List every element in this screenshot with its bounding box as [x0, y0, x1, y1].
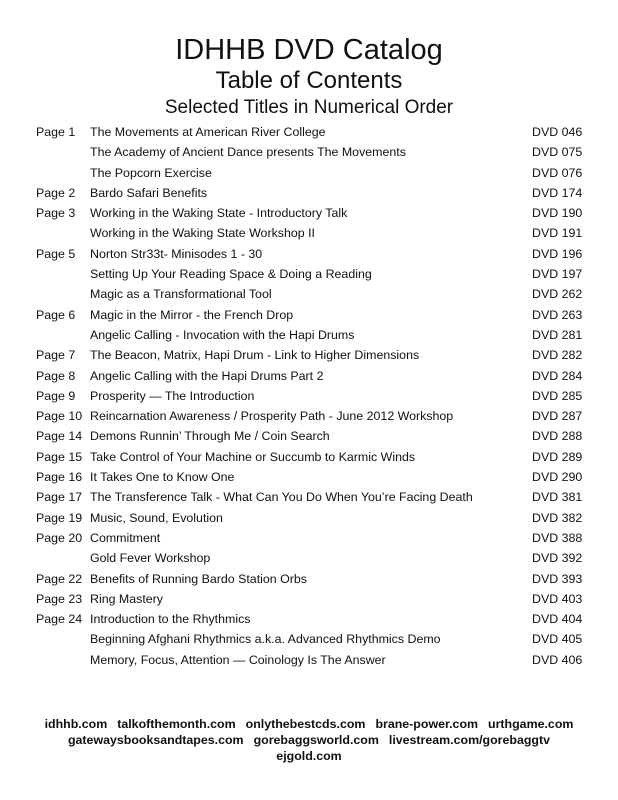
toc-dvd-number: DVD 381 — [532, 490, 583, 505]
footer-link[interactable]: onlythebestcds.com — [245, 717, 366, 731]
toc-dvd-number: DVD 382 — [532, 510, 583, 525]
toc-dvd-number: DVD 262 — [532, 287, 583, 302]
footer-link[interactable]: brane-power.com — [375, 717, 479, 731]
toc-title: Gold Fever Workshop — [90, 551, 211, 566]
toc-title: Music, Sound, Evolution — [90, 510, 223, 525]
toc-page-number: Page 16 — [36, 470, 83, 485]
toc-dvd-number: DVD 282 — [532, 348, 583, 363]
toc-title: It Takes One to Know One — [90, 470, 235, 485]
footer-link[interactable]: gatewaysbooksandtapes.com — [67, 733, 244, 747]
toc-dvd-number: DVD 388 — [532, 530, 583, 545]
toc-title: The Movements at American River College — [90, 125, 326, 139]
footer-link[interactable]: idhhb.com — [44, 717, 108, 731]
toc-title: Commitment — [90, 530, 161, 545]
toc-row — [32, 467, 592, 487]
toc-dvd-number: DVD 406 — [532, 652, 583, 667]
toc-title: Working in the Waking State Workshop II — [90, 226, 315, 241]
toc-row — [32, 142, 592, 162]
toc-page-number: Page 10 — [36, 409, 83, 424]
toc-dvd-number: DVD 288 — [532, 429, 583, 444]
toc-row — [32, 163, 592, 183]
toc-row — [32, 528, 592, 548]
toc-row — [32, 589, 592, 609]
toc-title: Introduction to the Rhythmics — [90, 612, 251, 627]
toc-row — [32, 487, 592, 507]
toc-page-number: Page 20 — [36, 530, 83, 545]
toc-page-number: Page 23 — [36, 591, 83, 606]
toc-page-number: Page 14 — [36, 429, 83, 444]
footer-link[interactable]: urthgame.com — [488, 717, 574, 731]
toc-title: Demons Runnin’ Through Me / Coin Search — [90, 429, 330, 444]
toc-row — [32, 569, 592, 589]
toc-dvd-number: DVD 393 — [532, 571, 583, 586]
toc-title: Bardo Safari Benefits — [90, 185, 208, 200]
toc-dvd-number: DVD 289 — [532, 449, 583, 464]
toc-title: Ring Mastery — [90, 591, 163, 606]
toc-row — [32, 629, 592, 649]
toc-page-number: Page 17 — [36, 490, 83, 505]
toc-title: Beginning Afghani Rhythmics a.k.a. Advanced Rhythmics Demo — [90, 632, 441, 647]
toc-title: Magic in the Mirror - the French Drop — [90, 307, 294, 322]
toc-title: Norton Str33t- Minisodes 1 - 30 — [90, 246, 263, 261]
toc-title: Setting Up Your Reading Space & Doing a Reading — [90, 267, 372, 282]
toc-row — [32, 447, 592, 467]
toc-page-number: Page 5 — [36, 246, 76, 261]
toc-row — [32, 325, 592, 345]
toc-dvd-number: DVD 403 — [532, 591, 583, 606]
toc-title: Take Control of Your Machine or Succumb to Karmic Winds — [90, 449, 416, 464]
toc-title: The Popcorn Exercise — [90, 165, 212, 180]
toc-row — [32, 223, 592, 243]
toc-row — [32, 366, 592, 386]
toc-dvd-number: DVD 285 — [532, 388, 583, 403]
toc-row — [32, 386, 592, 406]
footer-link[interactable]: gorebaggsworld.com — [253, 733, 379, 747]
toc-title: Prosperity — The Introduction — [90, 388, 255, 403]
toc-dvd-number: DVD 284 — [532, 368, 583, 383]
toc-row — [32, 548, 592, 568]
toc-title: Magic as a Transformational Tool — [90, 287, 272, 302]
toc-title: The Academy of Ancient Dance presents The Movements — [90, 145, 406, 160]
toc-dvd-number: DVD 076 — [532, 165, 583, 180]
toc-dvd-number: DVD 190 — [532, 206, 583, 221]
toc-dvd-number: DVD 263 — [532, 307, 583, 322]
toc-title: Benefits of Running Bardo Station Orbs — [90, 571, 307, 586]
table-of-contents — [32, 122, 592, 670]
footer-link[interactable]: livestream.com/gorebaggtv — [388, 733, 551, 747]
toc-dvd-number: DVD 075 — [532, 145, 583, 160]
toc-dvd-number: DVD 290 — [532, 470, 583, 485]
footer-line — [0, 716, 618, 732]
toc-row — [32, 650, 592, 670]
toc-row — [32, 426, 592, 446]
toc-title: Angelic Calling - Invocation with the Hapi Drums — [90, 327, 355, 342]
footer-link[interactable]: talkofthemonth.com — [117, 717, 236, 731]
footer-links — [0, 716, 618, 764]
toc-dvd-number: DVD 191 — [532, 226, 583, 241]
toc-row — [32, 122, 592, 142]
toc-page-number: Page 6 — [36, 307, 76, 322]
toc-dvd-number: DVD 405 — [532, 632, 583, 647]
footer-link[interactable]: ejgold.com — [276, 749, 342, 763]
page-title: IDHHB DVD Catalog — [175, 34, 443, 66]
toc-title: Reincarnation Awareness / Prosperity Path - June 2012 Workshop — [90, 409, 454, 424]
toc-row — [32, 284, 592, 304]
toc-title: The Transference Talk - What Can You Do When You’re Facing Death — [90, 490, 473, 505]
page-subtitle: Table of Contents — [215, 67, 403, 94]
toc-dvd-number: DVD 287 — [532, 409, 583, 424]
toc-page-number: Page 19 — [36, 510, 83, 525]
toc-row — [32, 508, 592, 528]
toc-row — [32, 203, 592, 223]
toc-row — [32, 609, 592, 629]
toc-title: Working in the Waking State - Introductory Talk — [90, 206, 348, 221]
toc-row — [32, 264, 592, 284]
toc-page-number: Page 1 — [36, 125, 76, 139]
toc-page-number: Page 3 — [36, 206, 76, 221]
page-tagline: Selected Titles in Numerical Order — [164, 97, 454, 118]
toc-row — [32, 345, 592, 365]
toc-page-number: Page 2 — [36, 185, 76, 200]
toc-dvd-number: DVD 404 — [532, 612, 583, 627]
toc-dvd-number: DVD 392 — [532, 551, 583, 566]
toc-row — [32, 244, 592, 264]
toc-dvd-number: DVD 174 — [532, 185, 583, 200]
toc-row — [32, 305, 592, 325]
toc-dvd-number: DVD 281 — [532, 327, 583, 342]
toc-page-number: Page 24 — [36, 612, 83, 627]
toc-dvd-number: DVD 197 — [532, 267, 583, 282]
footer-line — [0, 748, 618, 764]
toc-dvd-number: DVD 196 — [532, 246, 583, 261]
toc-dvd-number: DVD 046 — [532, 125, 583, 139]
toc-page-number: Page 7 — [36, 348, 76, 363]
toc-title: The Beacon, Matrix, Hapi Drum - Link to Higher Dimensions — [90, 348, 420, 363]
toc-row — [32, 406, 592, 426]
toc-page-number: Page 8 — [36, 368, 76, 383]
toc-row — [32, 183, 592, 203]
toc-title: Memory, Focus, Attention — Coinology Is The Answer — [90, 652, 386, 667]
toc-page-number: Page 9 — [36, 388, 76, 403]
toc-page-number: Page 15 — [36, 449, 83, 464]
toc-title: Angelic Calling with the Hapi Drums Part 2 — [90, 368, 324, 383]
toc-page-number: Page 22 — [36, 571, 83, 586]
footer-line — [0, 732, 618, 748]
